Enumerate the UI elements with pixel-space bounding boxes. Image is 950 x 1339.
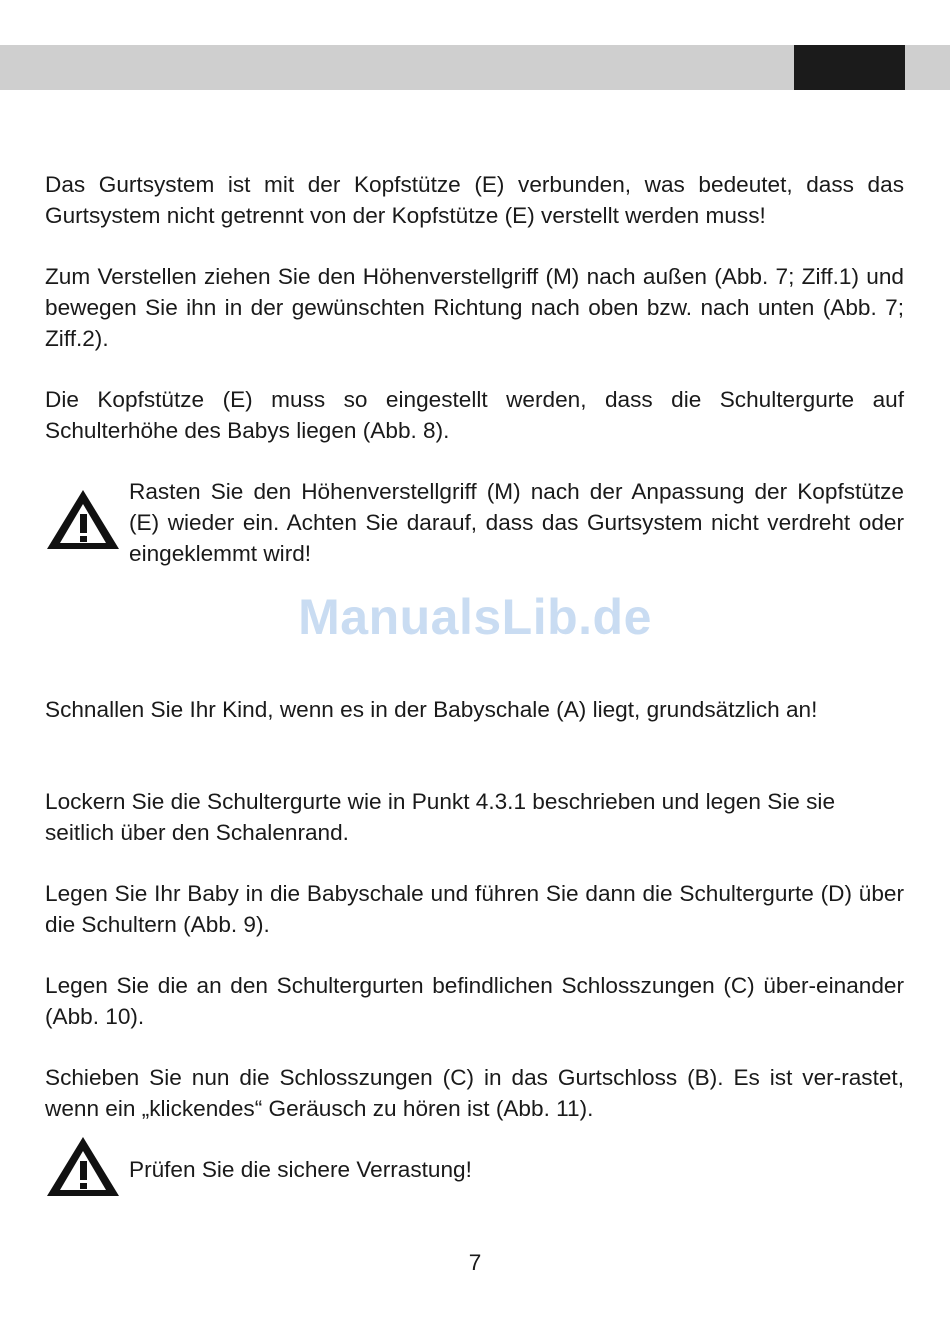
- paragraph-harness-headrest: Das Gurtsystem ist mit der Kopfstütze (E) verbunden, was bedeutet, dass das Gurtsystem nicht getrennt von der Kopfstütze (E) verstellt werden muss!: [45, 172, 904, 228]
- warning-text-latch: Rasten Sie den Höhenverstellgriff (M) nach der Anpassung der Kopfstütze (E) wieder ein. Achten Sie darauf, dass das Gurtsystem nicht verdreht oder eingeklemmt wird!: [129, 479, 904, 566]
- header-bar: [0, 45, 950, 90]
- warning-text-check-latch: Prüfen Sie die sichere Verrastung!: [129, 1157, 472, 1182]
- paragraph-buckle-tongues: Legen Sie die an den Schultergurten befindlichen Schlosszungen (C) über-einander (Abb. 10).: [45, 973, 904, 1029]
- page-number: 7: [468, 1250, 482, 1275]
- paragraph-shoulder-height: Die Kopfstütze (E) muss so eingestellt werden, dass die Schultergurte auf Schulterhöhe des Babys liegen (Abb. 8).: [45, 387, 904, 443]
- header-block: [794, 45, 905, 90]
- paragraph-place-baby: Legen Sie Ihr Baby in die Babyschale und führen Sie dann die Schultergurte (D) über die Schultern (Abb. 9).: [45, 881, 904, 937]
- paragraph-buckle-child: Schnallen Sie Ihr Kind, wenn es in der Babyschale (A) liegt, grundsätzlich an!: [45, 697, 818, 722]
- warning-triangle-icon: [45, 1135, 121, 1198]
- paragraph-height-adjust: Zum Verstellen ziehen Sie den Höhenverstellgriff (M) nach außen (Abb. 7; Ziff.1) und bewegen Sie ihn in der gewünschten Richtung nach oben bzw. nach unten (Abb. 7; Ziff.2).: [45, 264, 904, 351]
- watermark: ManualsLib.de: [298, 589, 652, 645]
- paragraph-insert-tongues: Schieben Sie nun die Schlosszungen (C) in das Gurtschloss (B). Es ist ver-rastet, wenn ein „klickendes“ Geräusch zu hören ist (Abb. 11).: [45, 1065, 904, 1121]
- warning-triangle-icon: [45, 488, 121, 551]
- paragraph-loosen-straps: Lockern Sie die Schultergurte wie in Punkt 4.3.1 beschrieben und legen Sie sie seitlich über den Schalenrand.: [45, 789, 836, 845]
